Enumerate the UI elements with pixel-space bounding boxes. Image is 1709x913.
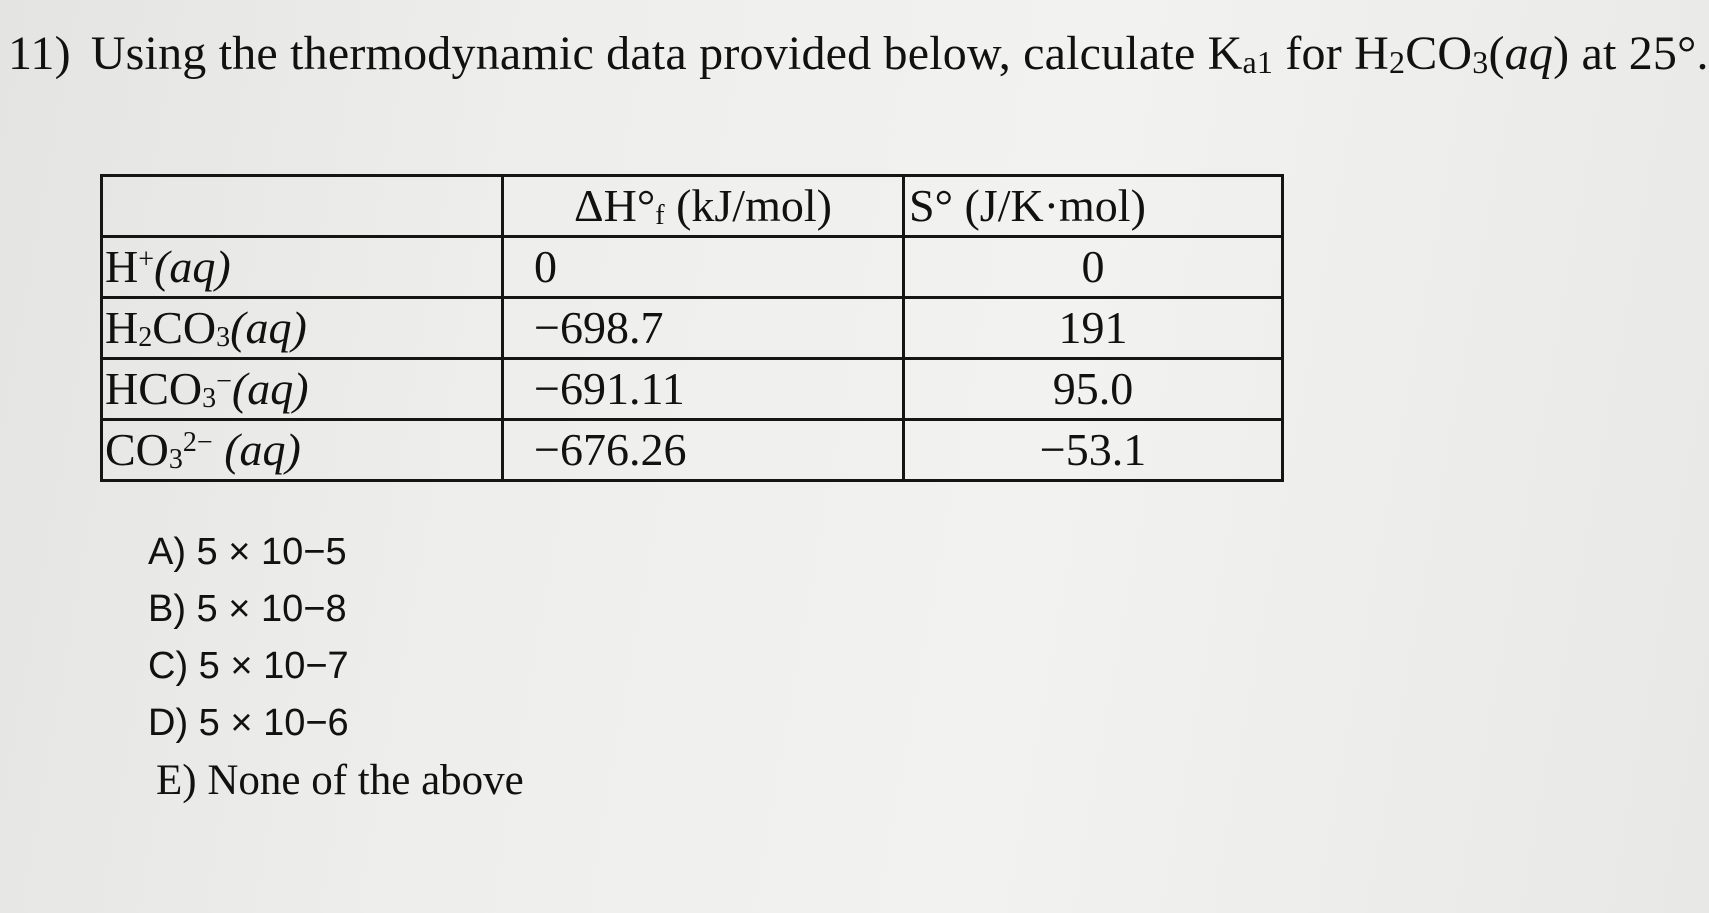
table-row <box>102 420 1283 481</box>
species-cell-hco3: $HCO_3^-(aq)$ <box>102 359 503 420</box>
formula-co-subscript: 3 <box>1472 44 1489 80</box>
table-header-entropy: S° (J/K·mol) <box>904 176 1283 237</box>
table-header-row <box>102 176 1283 237</box>
formula-co: CO <box>1405 27 1473 80</box>
table-row <box>102 298 1283 359</box>
question-text-after: at 25°. <box>1569 27 1709 80</box>
enthalpy-cell: 0 <box>503 237 904 298</box>
question-prompt: 11) Using the thermodynamic data provided below, calculate $K_{a1}$ for $H_2CO_3(aq)$ at 25°. <box>8 27 1709 80</box>
enthalpy-cell: −676.26 <box>503 420 904 481</box>
question-number: 11) <box>8 27 71 80</box>
entropy-cell: 95.0 <box>904 359 1283 420</box>
ka-subscript: a1 <box>1242 44 1274 80</box>
choice-c: C) 5 × 10−7 <box>148 645 349 687</box>
choice-b: B) 5 × 10−8 <box>148 588 347 630</box>
choice-d: D) 5 × 10−6 <box>148 702 349 744</box>
enthalpy-cell: −691.11 <box>503 359 904 420</box>
species-cell-h-plus: H+(aq) <box>102 237 503 298</box>
species-cell-co3: $CO_3^{2-}$ (aq) <box>102 420 503 481</box>
choice-e: E) None of the above <box>156 757 524 804</box>
species-cell-h2co3: $H_2CO_3(aq)$ <box>102 298 503 359</box>
formula-h-subscript: 2 <box>1388 44 1406 80</box>
enthalpy-cell: −698.7 <box>503 298 904 359</box>
formula-state-aq: aq <box>1504 27 1554 80</box>
entropy-cell: 0 <box>904 237 1283 298</box>
table-row <box>102 237 1283 298</box>
choice-a: A) 5 × 10−5 <box>148 531 347 573</box>
entropy-cell: −53.1 <box>904 420 1283 481</box>
table-header-blank <box>102 176 503 237</box>
question-text-for: for H <box>1273 27 1389 80</box>
thermodynamic-data-table <box>100 174 1284 482</box>
table-header-enthalpy: $\Delta H^\circ_f$ (kJ/mol) <box>503 176 904 237</box>
table-row <box>102 359 1283 420</box>
answer-choices <box>148 524 524 809</box>
entropy-cell: 191 <box>904 298 1283 359</box>
question-text: Using the thermodynamic data provided below, calculate K <box>90 27 1243 80</box>
